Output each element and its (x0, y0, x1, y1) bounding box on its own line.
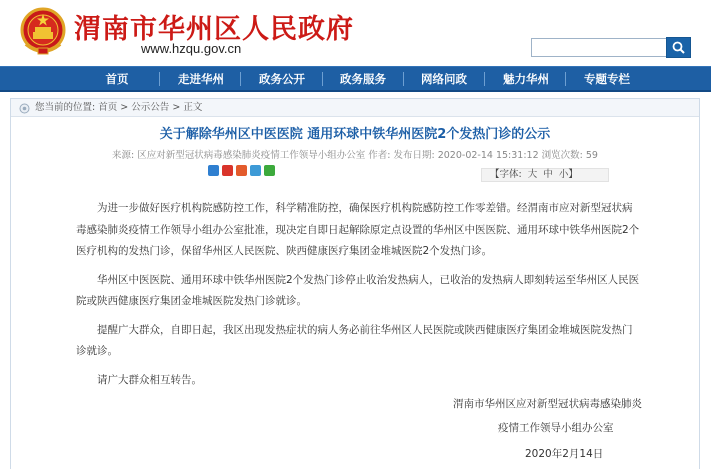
article-title: 关于解除华州区中医医院 通用环球中铁华州医院2个发热门诊的公示 (159, 127, 551, 142)
breadcrumb (11, 99, 699, 117)
search-icon (672, 41, 685, 54)
nav-item-online-inquiry[interactable]: 网络问政 (421, 72, 467, 86)
share-bar (208, 165, 275, 177)
site-title[interactable]: 渭南市华州区人民政府 (74, 14, 354, 45)
share-weibo-icon[interactable] (222, 165, 233, 176)
location-icon (19, 103, 30, 114)
font-size-label: 【字体: (490, 169, 522, 180)
nav-divider (484, 72, 485, 86)
nav-divider (322, 72, 323, 86)
nav-divider (565, 72, 566, 86)
article-body (76, 198, 640, 398)
article-date: 2020年2月14日 (525, 448, 604, 460)
breadcrumb-item-current: 正文 (183, 102, 203, 113)
article-paragraph: 为进一步做好医疗机构院感防控工作，科学精准防控，确保医疗机构院感防控工作零差错。经渭南市应对新型冠状病毒感染肺炎疫情工作领导小组办公室批准，现决定自即日起解除原定点设置的华州区中医医院、通用环球中铁华州医院2个医疗机构的发热门诊，保留华州区人民医院、陕西健康医疗集团金堆城医院2个发热门诊。 (76, 202, 640, 257)
share-qzone-icon[interactable] (236, 165, 247, 176)
main-nav (0, 66, 711, 92)
breadcrumb-item-home[interactable]: 首页 (98, 102, 118, 113)
nav-divider (240, 72, 241, 86)
signature-line-2: 疫情工作领导小组办公室 (498, 422, 614, 434)
nav-item-gov-services[interactable]: 政务服务 (340, 72, 386, 86)
signature-line-1: 渭南市华州区应对新型冠状病毒感染肺炎 (453, 398, 642, 410)
nav-divider (159, 72, 160, 86)
search-input[interactable] (531, 38, 667, 57)
nav-item-about[interactable]: 走进华州 (178, 72, 224, 86)
nav-item-topics[interactable]: 专题专栏 (584, 72, 630, 86)
share-plus-icon[interactable] (208, 165, 219, 176)
font-size-selector (481, 168, 609, 182)
breadcrumb-item-notices[interactable]: 公示公告 (131, 102, 170, 113)
article-panel (10, 98, 700, 469)
breadcrumb-prefix: 您当前的位置: (35, 102, 96, 113)
nav-item-home[interactable]: 首页 (105, 72, 129, 86)
article-meta: 来源: 区应对新型冠状病毒感染肺炎疫情工作领导小组办公室 作者: 发布日期: 2020-02-14 15:31:12 浏览次数: 59 (112, 150, 598, 161)
font-size-medium[interactable]: 中 (543, 169, 553, 180)
national-emblem-logo (20, 6, 66, 58)
nav-divider (403, 72, 404, 86)
breadcrumb-separator: > (120, 102, 129, 113)
font-size-small[interactable]: 小】 (558, 169, 578, 180)
share-wechat-icon[interactable] (264, 165, 275, 176)
site-url[interactable]: www.hzqu.gov.cn (141, 41, 242, 56)
article-paragraph: 提醒广大群众，自即日起，我区出现发热症状的病人务必前往华州区人民医院或陕西健康医疗集团金堆城医院发热门诊就诊。 (76, 323, 633, 357)
font-size-large[interactable]: 大 (527, 169, 538, 180)
site-header (0, 0, 711, 66)
nav-item-gov-affairs[interactable]: 政务公开 (259, 72, 305, 86)
share-tencent-icon[interactable] (250, 165, 261, 176)
article-paragraph: 请广大群众相互转告。 (97, 373, 202, 386)
nav-item-charm[interactable]: 魅力华州 (503, 72, 549, 86)
breadcrumb-separator: > (172, 102, 181, 113)
article-paragraph: 华州区中医医院、通用环球中铁华州医院2个发热门诊停止收治发热病人，已收治的发热病人即刻转运至华州区人民医院或陕西健康医疗集团金堆城医院发热门诊就诊。 (76, 273, 640, 307)
search-button[interactable] (666, 37, 691, 58)
